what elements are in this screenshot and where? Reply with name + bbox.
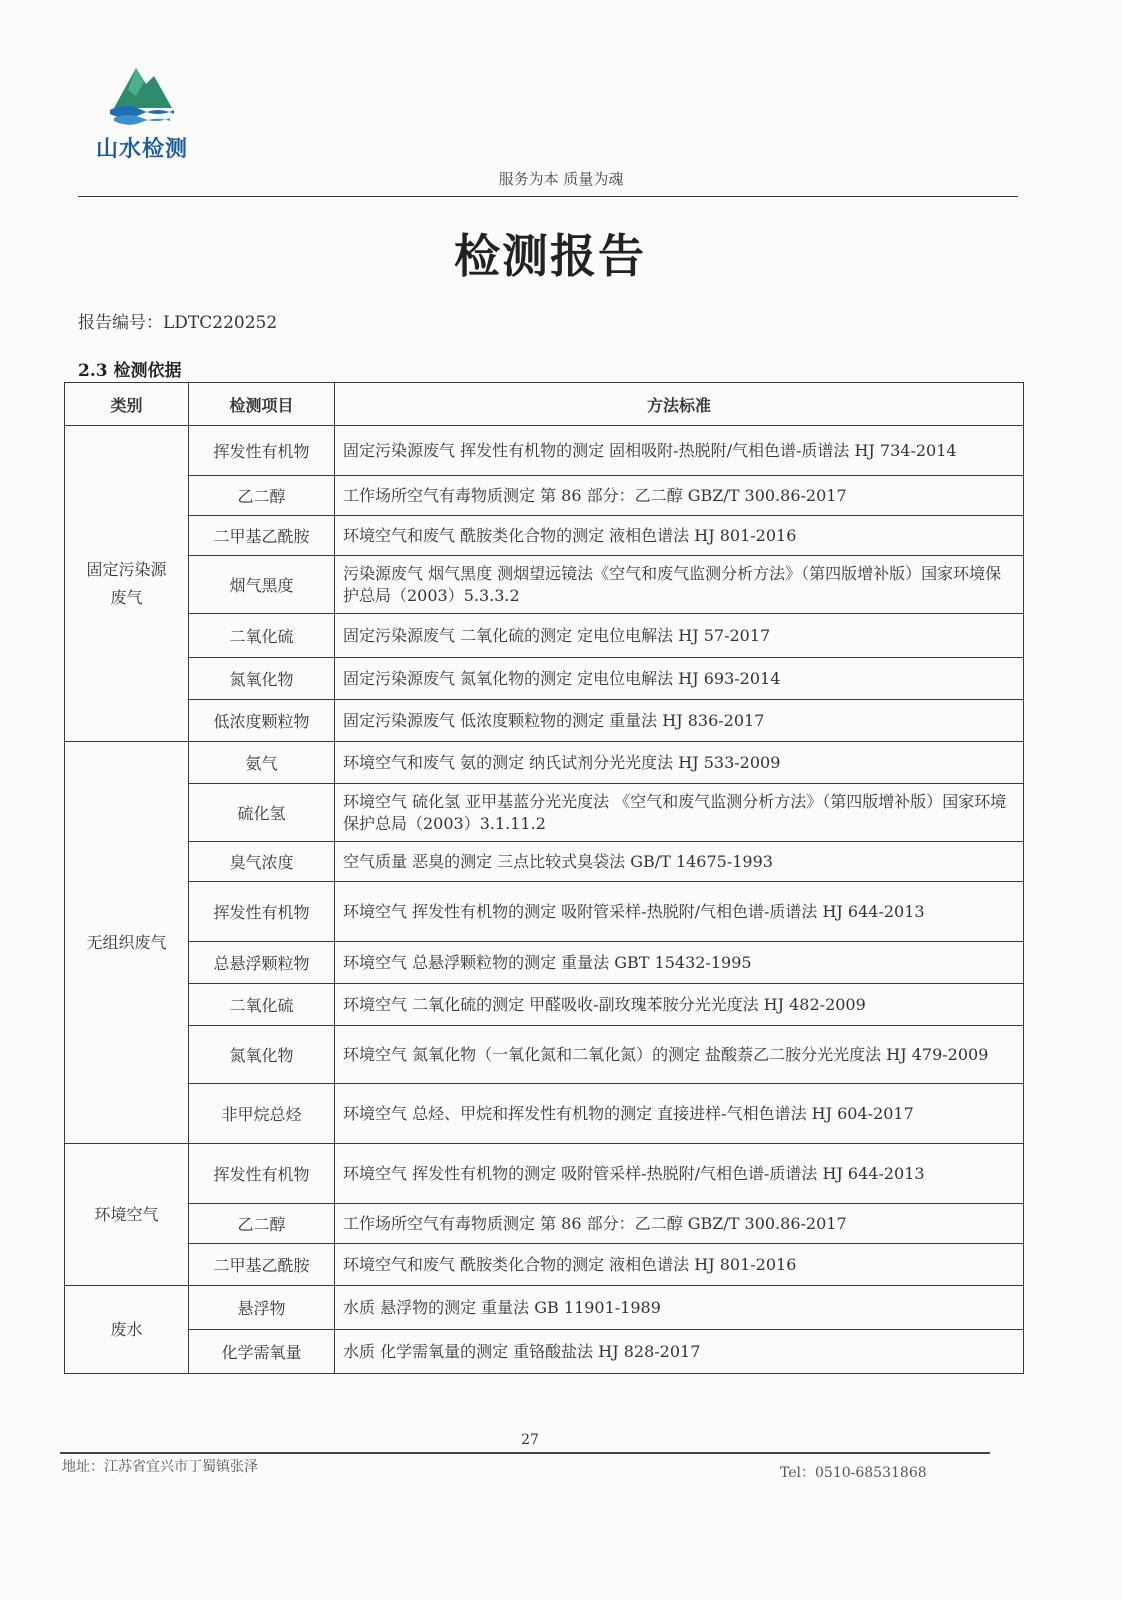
table-row <box>65 1144 1024 1204</box>
item-cell: 乙二醇 <box>189 1204 335 1244</box>
table-row <box>65 476 1024 516</box>
method-cell: 环境空气 硫化氢 亚甲基蓝分光光度法 《空气和废气监测分析方法》（第四版增补版）国家环境保护总局（2003）3.1.11.2 <box>335 784 1024 842</box>
item-cell: 乙二醇 <box>189 476 335 516</box>
table-row <box>65 1026 1024 1084</box>
item-cell: 硫化氢 <box>189 784 335 842</box>
method-cell: 环境空气和废气 酰胺类化合物的测定 液相色谱法 HJ 801-2016 <box>335 1244 1024 1286</box>
table-row <box>65 882 1024 942</box>
footer-divider <box>60 1452 990 1454</box>
table-row <box>65 984 1024 1026</box>
method-cell: 环境空气 总烃、甲烷和挥发性有机物的测定 直接进样-气相色谱法 HJ 604-2017 <box>335 1084 1024 1144</box>
test-basis-table <box>64 382 1024 1374</box>
item-cell: 氮氧化物 <box>189 1026 335 1084</box>
table-row <box>65 1084 1024 1144</box>
company-logo <box>96 62 206 163</box>
category-cell: 环境空气 <box>65 1144 189 1286</box>
method-cell: 固定污染源废气 挥发性有机物的测定 固相吸附-热脱附/气相色谱-质谱法 HJ 734-2014 <box>335 426 1024 476</box>
report-number: 报告编号：LDTC220252 <box>78 313 278 333</box>
table-row <box>65 742 1024 784</box>
method-cell: 固定污染源废气 氮氧化物的测定 定电位电解法 HJ 693-2014 <box>335 658 1024 700</box>
table-row <box>65 942 1024 984</box>
item-cell: 挥发性有机物 <box>189 426 335 476</box>
footer-telephone: Tel：0510-68531868 <box>780 1465 927 1481</box>
page-number: 27 <box>521 1432 539 1448</box>
logo-text: 山水检测 <box>96 137 189 162</box>
item-cell: 氮氧化物 <box>189 658 335 700</box>
header-slogan: 服务为本 质量为魂 <box>498 170 624 188</box>
table-row <box>65 784 1024 842</box>
table-row <box>65 658 1024 700</box>
table-header-row <box>65 383 1024 426</box>
mountain-water-logo-icon <box>106 62 178 128</box>
table-row <box>65 516 1024 556</box>
table-row <box>65 1330 1024 1374</box>
footer-address: 地址：江苏省宜兴市丁蜀镇张泽 <box>62 1459 258 1475</box>
method-cell: 环境空气和废气 氨的测定 纳氏试剂分光光度法 HJ 533-2009 <box>335 742 1024 784</box>
item-cell: 低浓度颗粒物 <box>189 700 335 742</box>
method-cell: 工作场所空气有毒物质测定 第 86 部分：乙二醇 GBZ/T 300.86-2017 <box>335 1204 1024 1244</box>
method-cell: 固定污染源废气 低浓度颗粒物的测定 重量法 HJ 836-2017 <box>335 700 1024 742</box>
category-cell: 无组织废气 <box>65 742 189 1144</box>
item-cell: 悬浮物 <box>189 1286 335 1330</box>
method-cell: 环境空气 总悬浮颗粒物的测定 重量法 GBT 15432-1995 <box>335 942 1024 984</box>
header-divider <box>78 196 1018 197</box>
header-item: 检测项目 <box>189 383 335 426</box>
method-cell: 环境空气 氮氧化物（一氧化氮和二氧化氮）的测定 盐酸萘乙二胺分光光度法 HJ 479-2009 <box>335 1026 1024 1084</box>
method-cell: 水质 悬浮物的测定 重量法 GB 11901-1989 <box>335 1286 1024 1330</box>
header-category: 类别 <box>65 383 189 426</box>
table-row <box>65 700 1024 742</box>
table-row <box>65 556 1024 614</box>
method-cell: 环境空气 挥发性有机物的测定 吸附管采样-热脱附/气相色谱-质谱法 HJ 644-2013 <box>335 882 1024 942</box>
table-body <box>65 426 1024 1374</box>
category-cell: 废水 <box>65 1286 189 1374</box>
header-method: 方法标准 <box>335 383 1024 426</box>
method-cell: 水质 化学需氧量的测定 重铬酸盐法 HJ 828-2017 <box>335 1330 1024 1374</box>
table-row <box>65 426 1024 476</box>
method-cell: 污染源废气 烟气黑度 测烟望远镜法《空气和废气监测分析方法》（第四版增补版）国家环境保护总局（2003）5.3.3.2 <box>335 556 1024 614</box>
method-cell: 空气质量 恶臭的测定 三点比较式臭袋法 GB/T 14675-1993 <box>335 842 1024 882</box>
table-row <box>65 1244 1024 1286</box>
table-row <box>65 1286 1024 1330</box>
item-cell: 氨气 <box>189 742 335 784</box>
item-cell: 二氧化硫 <box>189 614 335 658</box>
table-row <box>65 1204 1024 1244</box>
item-cell: 总悬浮颗粒物 <box>189 942 335 984</box>
method-cell: 环境空气 挥发性有机物的测定 吸附管采样-热脱附/气相色谱-质谱法 HJ 644-2013 <box>335 1144 1024 1204</box>
table-row <box>65 842 1024 882</box>
table-row <box>65 614 1024 658</box>
item-cell: 挥发性有机物 <box>189 1144 335 1204</box>
item-cell: 挥发性有机物 <box>189 882 335 942</box>
item-cell: 非甲烷总烃 <box>189 1084 335 1144</box>
item-cell: 化学需氧量 <box>189 1330 335 1374</box>
section-heading: 2.3 检测依据 <box>78 361 182 381</box>
item-cell: 二甲基乙酰胺 <box>189 1244 335 1286</box>
method-cell: 环境空气 二氧化硫的测定 甲醛吸收-副玫瑰苯胺分光光度法 HJ 482-2009 <box>335 984 1024 1026</box>
method-cell: 工作场所空气有毒物质测定 第 86 部分：乙二醇 GBZ/T 300.86-2017 <box>335 476 1024 516</box>
item-cell: 烟气黑度 <box>189 556 335 614</box>
method-cell: 固定污染源废气 二氧化硫的测定 定电位电解法 HJ 57-2017 <box>335 614 1024 658</box>
item-cell: 二甲基乙酰胺 <box>189 516 335 556</box>
category-cell: 固定污染源 废气 <box>65 426 189 742</box>
method-cell: 环境空气和废气 酰胺类化合物的测定 液相色谱法 HJ 801-2016 <box>335 516 1024 556</box>
item-cell: 臭气浓度 <box>189 842 335 882</box>
document-title: 检测报告 <box>454 229 646 283</box>
item-cell: 二氧化硫 <box>189 984 335 1026</box>
